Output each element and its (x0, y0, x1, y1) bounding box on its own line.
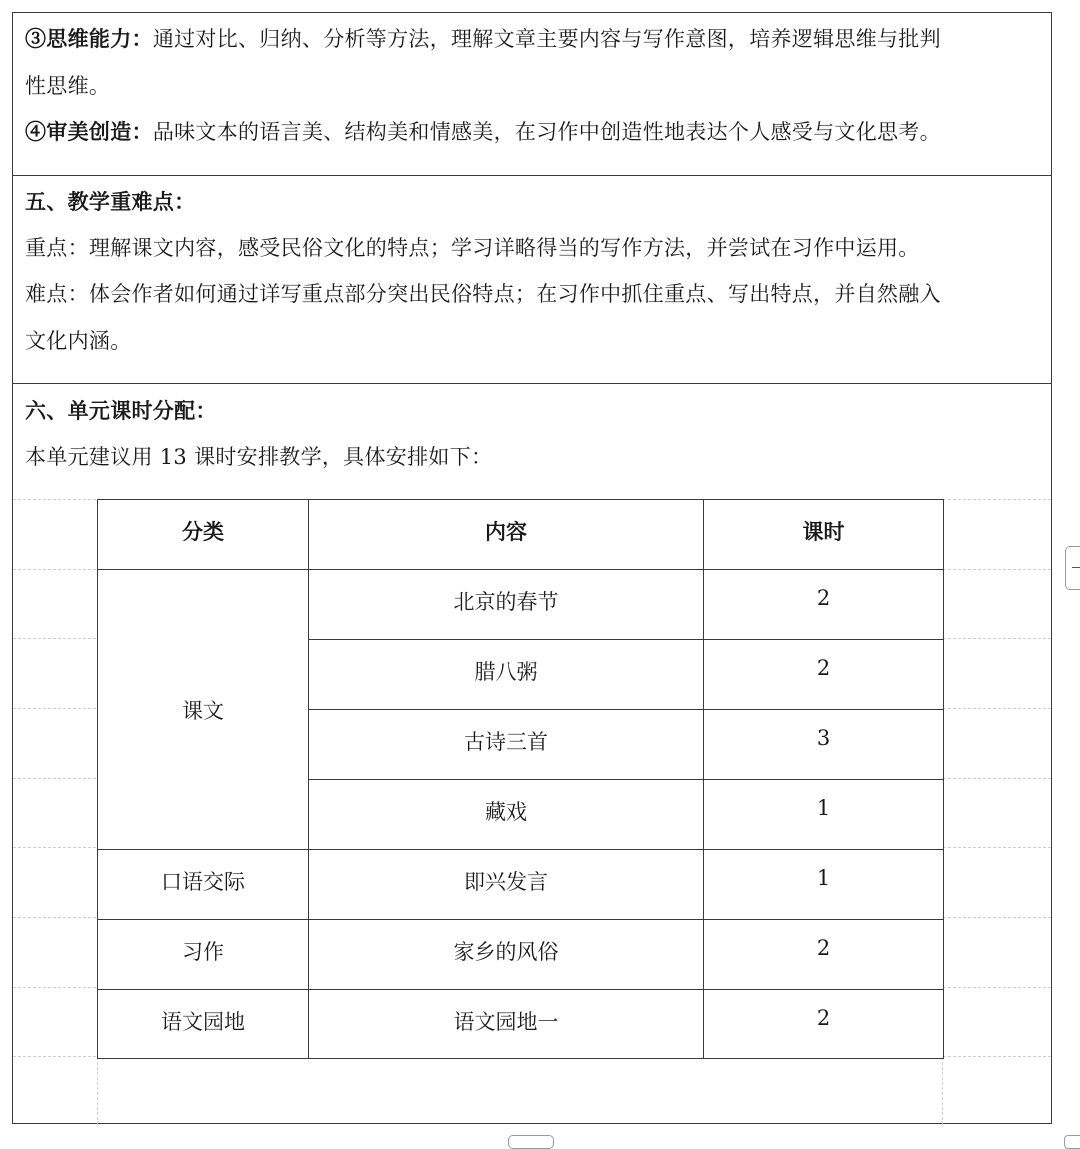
content-cell: 即兴发言 (309, 850, 704, 920)
content-cell: 古诗三首 (309, 710, 704, 780)
difficulty-line-1: 难点：体会作者如何通过详写重点部分突出民俗特点；在习作中抓住重点、写出特点，并自然融入 (25, 282, 941, 306)
hours-cell: 2 (704, 990, 944, 1059)
category-cell: 习作 (98, 920, 309, 990)
content-cell: 家乡的风俗 (309, 920, 704, 990)
allocation-intro: 本单元建议用 13 课时安排教学，具体安排如下： (25, 445, 493, 469)
section-divider (13, 383, 1051, 384)
category-cell: 口语交际 (98, 850, 309, 920)
hours-cell: 1 (704, 780, 944, 850)
hours-cell: 2 (704, 640, 944, 710)
hours-cell: 1 (704, 850, 944, 920)
table-resize-handle[interactable] (1064, 1135, 1080, 1149)
table-add-row-handle[interactable] (508, 1135, 554, 1149)
table-row (98, 990, 944, 1059)
allocation-heading: 六、单元课时分配： (25, 398, 217, 423)
category-cell: 语文园地 (98, 990, 309, 1059)
content-cell: 语文园地一 (309, 990, 704, 1059)
document-frame (12, 12, 1052, 1124)
table-header-row (98, 500, 944, 570)
section-divider (13, 175, 1051, 176)
focus-line: 重点：理解课文内容，感受民俗文化的特点；学习详略得当的写作方法，并尝试在习作中运用。 (25, 236, 920, 260)
hours-cell: 2 (704, 920, 944, 990)
key-points-heading: 五、教学重难点： (25, 189, 196, 214)
objective-3-line-2: 性思维。 (25, 74, 111, 98)
table-add-column-handle[interactable] (1065, 546, 1080, 590)
objective-4-line (25, 120, 941, 144)
objective-4-text: 品味文本的语言美、结构美和情感美，在习作中创造性地表达个人感受与文化思考。 (152, 120, 941, 144)
header-category: 分类 (98, 500, 309, 570)
content-cell: 藏戏 (309, 780, 704, 850)
hours-cell: 2 (704, 570, 944, 640)
category-cell: 课文 (98, 570, 309, 850)
difficulty-line-2: 文化内涵。 (25, 329, 132, 353)
minus-icon (1072, 567, 1080, 568)
content-cell: 北京的春节 (309, 570, 704, 640)
hours-cell: 3 (704, 710, 944, 780)
table-row (98, 850, 944, 920)
objective-3-line-1 (25, 27, 941, 51)
table-row (98, 920, 944, 990)
header-content: 内容 (309, 500, 704, 570)
allocation-table[interactable] (97, 499, 944, 1059)
header-hours: 课时 (704, 500, 944, 570)
objective-3-text: 通过对比、归纳、分析等方法，理解文章主要内容与写作意图，培养逻辑思维与批判 (152, 27, 941, 51)
objective-4-label: ④审美创造： (25, 119, 153, 144)
table-row (98, 570, 944, 640)
objective-3-label: ③思维能力： (25, 26, 153, 51)
content-cell: 腊八粥 (309, 640, 704, 710)
